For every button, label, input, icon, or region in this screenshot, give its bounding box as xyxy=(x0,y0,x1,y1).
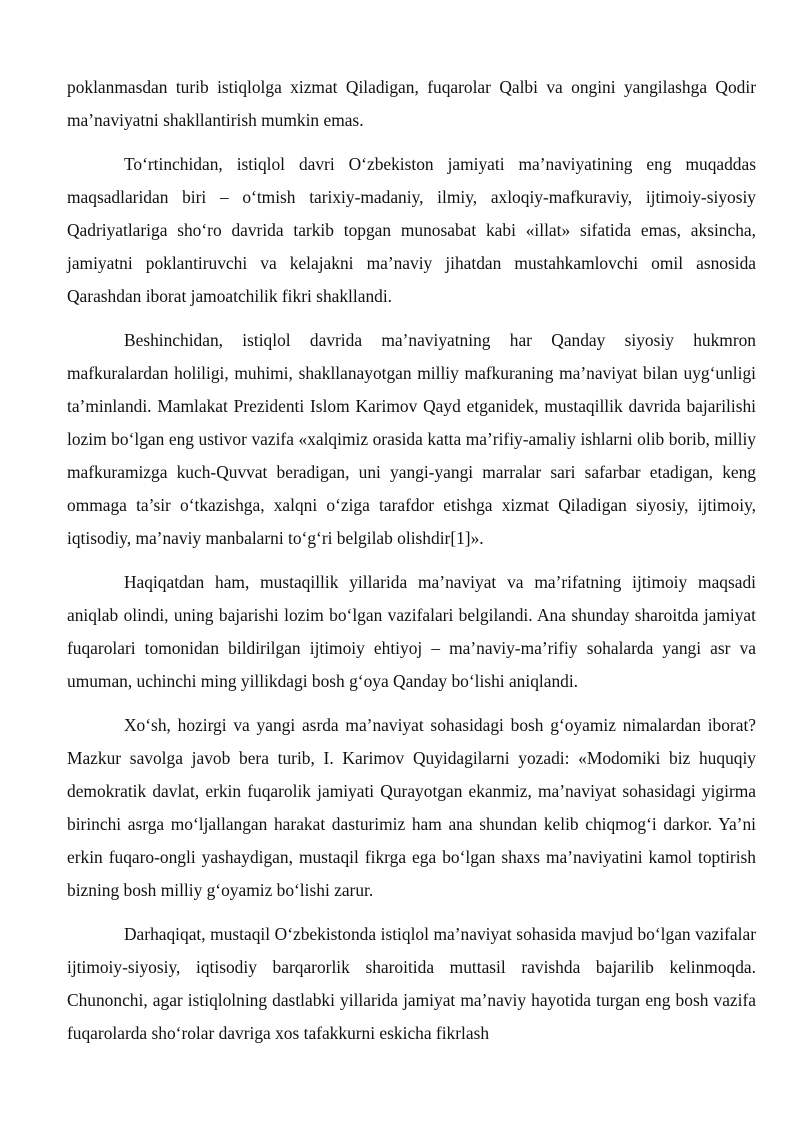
paragraph-darhaqiqat: Darhaqiqat, mustaqil O‘zbekistonda istiqlol ma’naviyat sohasida mavjud bo‘lgan vazifalar ijtimoiy-siyosiy, iqtisodiy barqarorlik sharoitida muttasil ravishda bajarilib kelinmoqda. Chunonchi, agar istiqlolning dastlabki yillarida jamiyat ma’naviy hayotida turgan eng bosh vazifa fuqarolarda sho‘rolar davriga xos tafakkurni eskicha fikrlash xyxy=(67,924,756,1043)
paragraph-fifth-point: Beshinchidan, istiqlol davrida ma’naviyatning har Qanday siyosiy hukmron mafkuralardan holiligi, muhimi, shakllanayotgan milliy mafkuraning ma’naviyat bilan uyg‘unligi ta’minlandi. Mamlakat Prezidenti Islom Karimov Qayd etganidek, mustaqillik davrida bajarilishi lozim bo‘lgan eng ustivor vazifa «xalqimiz orasida katta ma’rifiy-amaliy ishlarni olib borib, milliy mafkuramizga kuch-Quvvat beradigan, uni yangi-yangi marralar sari safarbar etadigan, keng ommaga ta’sir o‘tkazishga, xalqni o‘ziga tarafdor etishga xizmat Qiladigan siyosiy, ijtimoiy, iqtisodiy, ma’naviy manbalarni to‘g‘ri belgilab olishdir[1]». xyxy=(67,330,756,548)
paragraph-fourth-point: To‘rtinchidan, istiqlol davri O‘zbekiston jamiyati ma’naviyatining eng muqaddas maqsadlaridan biri – o‘tmish tarixiy-madaniy, ilmiy, axloqiy-mafkuraviy, ijtimoiy-siyosiy Qadriyatlariga sho‘ro davrida tarkib topgan munosabat kabi «illat» sifatida emas, aksincha, jamiyatni poklantiruvchi va kelajakni ma’naviy jihatdan mustahkamlovchi omil asnosida Qarashdan iborat jamoatchilik fikri shakllandi. xyxy=(67,154,756,306)
paragraph-indeed: Haqiqatdan ham, mustaqillik yillarida ma’naviyat va ma’rifatning ijtimoiy maqsadi aniqlab olindi, uning bajarishi lozim bo‘lgan vazifalari belgilandi. Ana shunday sharoitda jamiyat fuqarolari tomonidan bildirilgan ijtimoiy ehtiyoj – ma’naviy-ma’rifiy sohalarda yangi asr va umuman, uchinchi ming yillikdagi bosh g‘oya Qanday bo‘lishi aniqlandi. xyxy=(67,572,756,691)
paragraph-question: Xo‘sh, hozirgi va yangi asrda ma’naviyat sohasidagi bosh g‘oyamiz nimalardan iborat? Mazkur savolga javob bera turib, I. Karimov Quyidagilarni yozadi: «Modomiki biz huquqiy demokratik davlat, erkin fuqarolik jamiyati Qurayotgan ekanmiz, ma’naviyat sohasidagi yigirma birinchi asrga mo‘ljallangan harakat dasturimiz ham ana shundan kelib chiqmog‘i darkor. Ya’ni erkin fuqaro-ongli yashaydigan, mustaqil fikrga ega bo‘lgan shaxs ma’naviyatini kamol toptirish bizning bosh milliy g‘oyamiz bo‘lishi zarur. xyxy=(67,715,756,900)
paragraph-continuation: poklanmasdan turib istiqlolga xizmat Qiladigan, fuqarolar Qalbi va ongini yangilashga Qodir ma’naviyatni shakllantirish mumkin emas. xyxy=(67,77,756,130)
document-page xyxy=(67,71,756,1061)
